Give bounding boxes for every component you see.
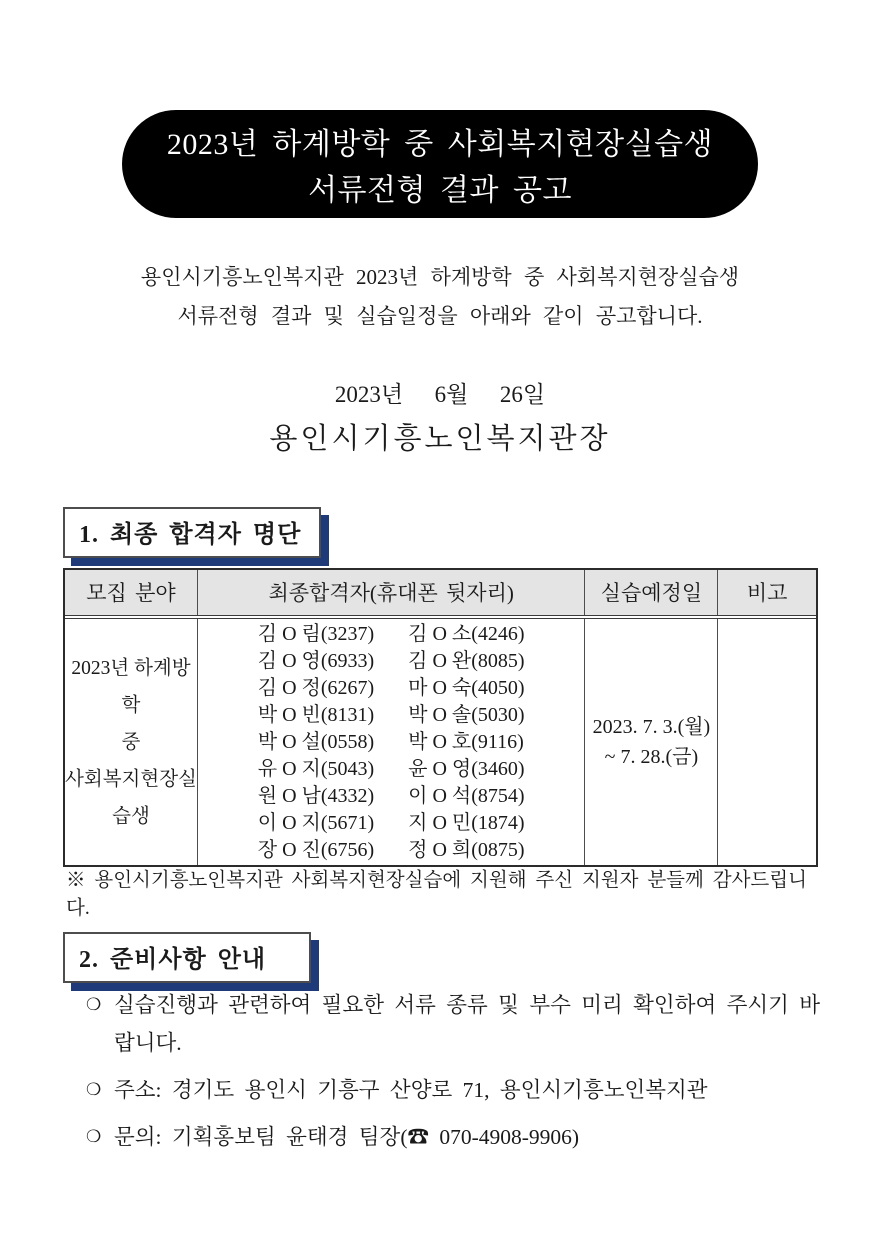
intro-line-1: 용인시기흥노인복지관 2023년 하계방학 중 사회복지현장실습생 (140, 265, 740, 289)
results-table (63, 568, 818, 867)
accepted-name: 박 O 솔(5030) (408, 703, 525, 726)
accepted-name: 김 O 림(3237) (257, 622, 375, 645)
list-item-text: 문의: 기획홍보팀 윤태경 팀장(☎ 070-4908-9906) (114, 1125, 580, 1149)
issuer-signature: 용인시기흥노인복지관장 (269, 423, 611, 455)
circle-bullet-icon: ❍ (86, 1127, 102, 1146)
accepted-name: 유 O 지(5043) (257, 757, 375, 780)
column-header: 실습예정일 (585, 570, 718, 615)
title-banner (122, 110, 758, 218)
schedule-line: 2023. 7. 3.(월) (592, 716, 711, 738)
intro-line-2: 서류전형 결과 및 실습일정을 아래와 같이 공고합니다. (177, 304, 703, 329)
title-line-1: 2023년 하계방학 중 사회복지현장실습생 (166, 127, 714, 161)
accepted-name: 김 O 영(6933) (257, 649, 375, 672)
circle-bullet-icon: ❍ (86, 995, 102, 1014)
accepted-name: 김 O 소(4246) (408, 622, 525, 645)
announcement-date: 2023년 6월 26일 (334, 382, 546, 407)
thanks-footnote: ※ 용인시기흥노인복지관 사회복지현장실습에 지원해 주신 지원자 분들께 감사드립니다. (66, 870, 807, 919)
column-header: 최종합격자(휴대폰 뒷자리) (198, 570, 586, 615)
column-header: 모집 분야 (65, 570, 198, 615)
accepted-name: 이 O 지(5671) (257, 811, 375, 834)
accepted-name: 지 O 민(1874) (408, 811, 525, 834)
accepted-name: 박 O 빈(8131) (257, 703, 375, 726)
cell-practice-schedule (585, 619, 718, 865)
accepted-name: 김 O 정(6267) (257, 676, 375, 699)
accepted-name: 윤 O 영(3460) (408, 757, 525, 780)
accepted-name: 원 O 남(4332) (257, 784, 375, 807)
category-line: 2023년 하계방학 (71, 657, 191, 716)
list-item (86, 986, 828, 1062)
category-line: 중 (121, 731, 141, 753)
title-line-2: 서류전형 결과 공고 (308, 174, 572, 208)
list-item (86, 1071, 828, 1109)
accepted-name: 김 O 완(8085) (408, 649, 525, 672)
list-item-text: 주소: 경기도 용인시 기흥구 산양로 71, 용인시기흥노인복지관 (114, 1078, 708, 1102)
schedule-line: ~ 7. 28.(금) (604, 746, 699, 768)
accepted-name: 박 O 호(9116) (408, 730, 524, 753)
circle-bullet-icon: ❍ (86, 1080, 102, 1099)
preparation-list (86, 986, 828, 1156)
list-item-text: 실습진행과 관련하여 필요한 서류 종류 및 부수 미리 확인하여 주시기 바랍니다. (114, 993, 821, 1055)
accepted-name: 정 O 희(0875) (408, 838, 525, 861)
cell-remark (718, 619, 816, 865)
cell-recruit-category (65, 619, 198, 865)
column-header: 비고 (718, 570, 816, 615)
accepted-name: 박 O 설(0558) (257, 730, 375, 753)
accepted-name: 이 O 석(8754) (408, 784, 525, 807)
table-body-row (65, 619, 816, 865)
list-item (86, 1118, 828, 1156)
accepted-name: 장 O 진(6756) (257, 838, 375, 861)
section-1-heading: 1. 최종 합격자 명단 (63, 507, 321, 558)
accepted-name: 마 O 숙(4050) (408, 676, 525, 699)
intro-paragraph (0, 258, 880, 337)
category-line: 사회복지현장실습생 (65, 768, 197, 827)
cell-accepted-names (198, 619, 586, 865)
names-grid (258, 621, 525, 864)
table-header-row (65, 570, 816, 619)
section-2-heading: 2. 준비사항 안내 (63, 932, 311, 983)
